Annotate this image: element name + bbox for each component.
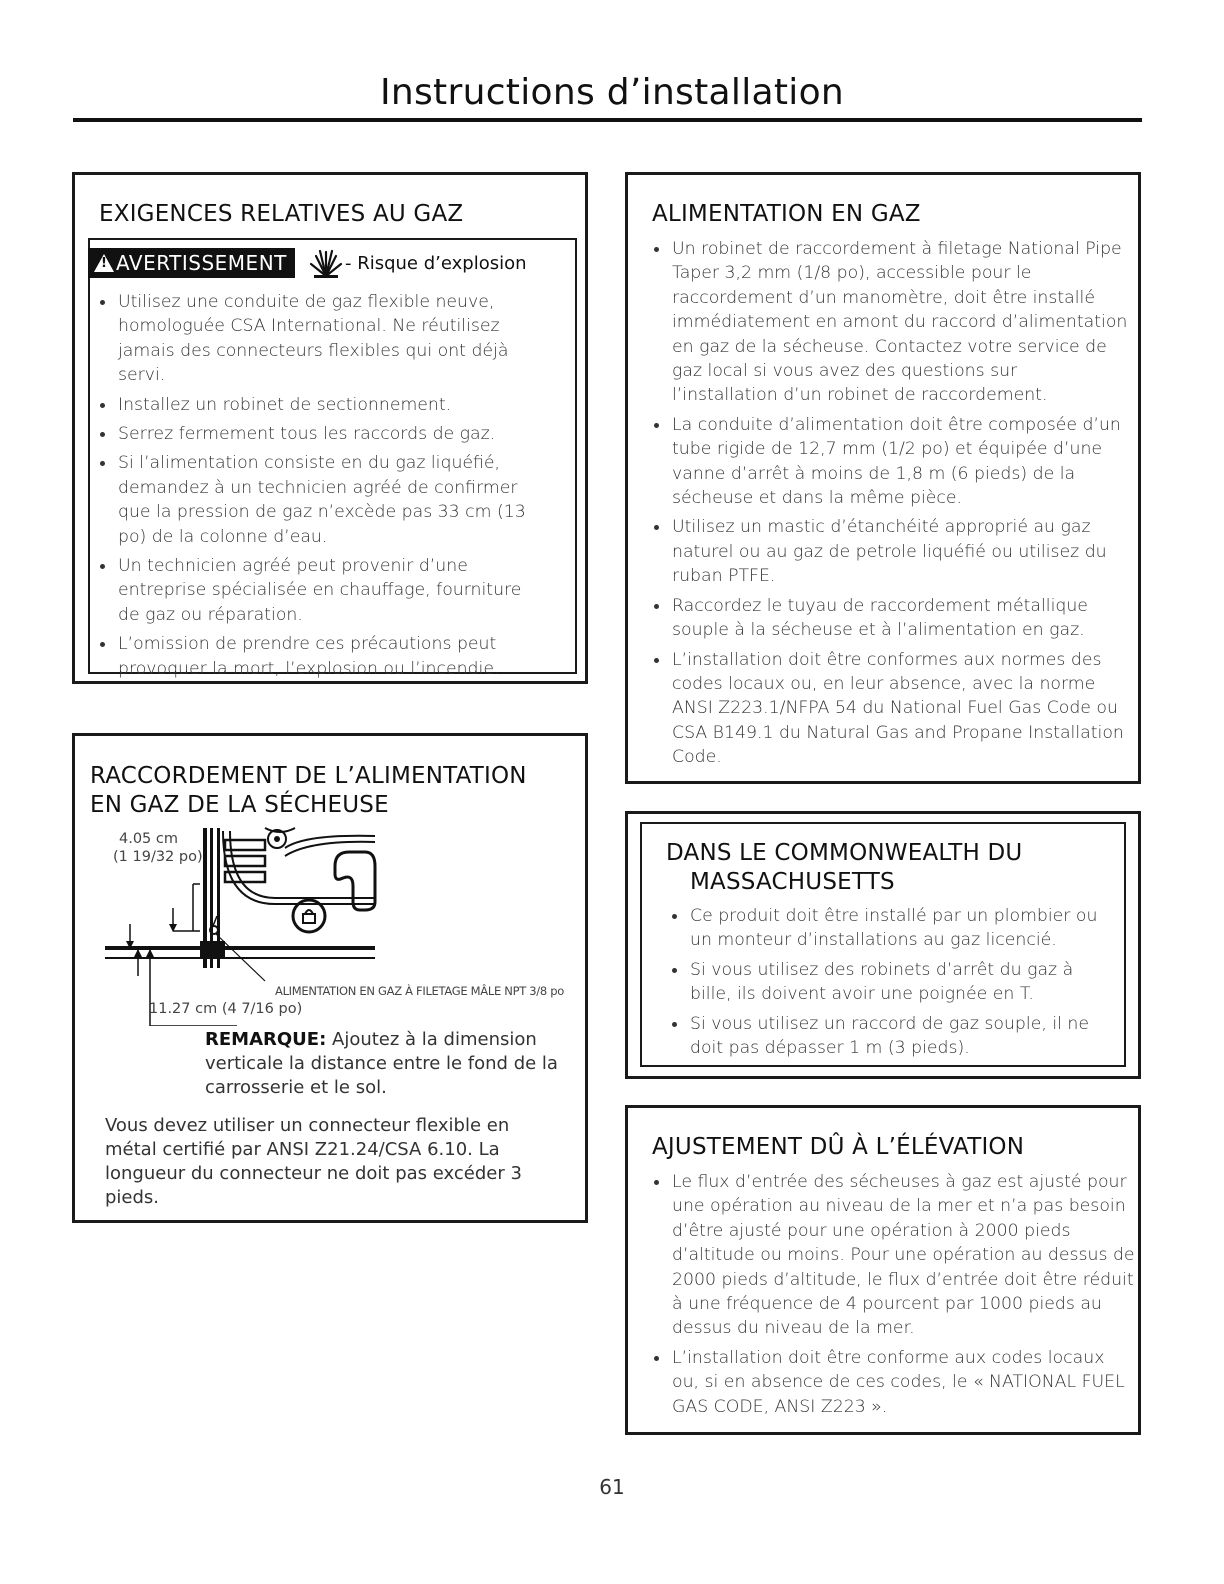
title-rule <box>73 118 1142 122</box>
list-item: Si vous utilisez des robinets d’arrêt du gaz à bille, ils doivent avoir une poignée en T. <box>668 958 1118 1007</box>
massachusetts-inner-panel <box>640 822 1126 1067</box>
gas-supply-box <box>625 172 1141 784</box>
elevation-box <box>625 1105 1141 1435</box>
dimension-top-label-2: (1 19/32 po) <box>113 849 203 865</box>
list-item: Un robinet de raccordement à filetage National Pipe Taper 3,2 mm (1/8 po), accessible pour le raccordement d’un manomètre, doit être installé immédiatement en amont du raccord d’alimentation en gaz de la sécheuse. Contactez votre service de gaz local si vous avez des questions sur l’installation d’un robinet de raccordement. <box>650 237 1128 408</box>
connection-heading-line1: RACCORDEMENT DE L’ALIMENTATION <box>90 763 527 789</box>
massachusetts-list <box>668 904 1118 1065</box>
list-item: L’installation doit être conformes aux normes des codes locaux ou, en leur absence, avec la norme ANSI Z223.1/NFPA 54 du National Fuel Gas Code ou CSA B149.1 du Natural Gas and Propane Installation Code. <box>650 648 1128 770</box>
dimension-top-label-1: 4.05 cm <box>119 831 178 847</box>
remark-label: REMARQUE: <box>205 1029 327 1050</box>
gas-fitting-label: ALIMENTATION EN GAZ À FILETAGE MÂLE NPT 3/8 po <box>275 984 564 998</box>
warning-triangle-icon <box>94 254 114 272</box>
warning-label: AVERTISSEMENT <box>116 251 287 275</box>
list-item: Utilisez une conduite de gaz flexible neuve, homologuée CSA International. Ne réutilisez jamais des connecteurs flexibles qui ont déjà servi. <box>96 290 546 388</box>
list-item: La conduite d’alimentation doit être composée d’un tube rigide de 12,7 mm (1/2 po) et équipée d’une vanne d’arrêt à moins de 1,8 m (6 pieds) de la sécheuse et dans la même pièce. <box>650 413 1128 511</box>
list-item: Installez un robinet de sectionnement. <box>96 393 546 417</box>
list-item: Le flux d’entrée des sécheuses à gaz est ajusté pour une opération au niveau de la mer et n’a pas besoin d’être ajusté pour une opération à 2000 pieds d’altitude ou moins. Pour une opération au dessus de 2000 pieds d’altitude, le flux d’entrée doit être réduit à une fréquence de 4 pourcent par 1000 pieds au dessus du niveau de la mer. <box>650 1170 1136 1341</box>
list-item: Utilisez un mastic d’étanchéité approprié au gaz naturel ou au gaz de petrole liquéfié ou utilisez du ruban PTFE. <box>650 515 1128 588</box>
dimension-bottom-label: 11.27 cm (4 7/16 po) <box>149 1001 303 1017</box>
warning-text: - Risque d’explosion <box>345 253 527 274</box>
massachusetts-heading-line2: MASSACHUSETTS <box>690 869 895 895</box>
list-item: Si l’alimentation consiste en du gaz liquéfié, demandez à un technicien agréé de confirmer que la pression de gaz n’excède pas 33 cm (13 po) de la colonne d’eau. <box>96 451 546 549</box>
page-title: Instructions d’installation <box>379 72 845 113</box>
connection-heading-line2: EN GAZ DE LA SÉCHEUSE <box>90 792 389 818</box>
list-item: Un technicien agréé peut provenir d’une entreprise spécialisée en chauffage, fourniture de gaz ou réparation. <box>96 554 546 627</box>
gas-requirements-box <box>72 172 588 684</box>
list-item: L’installation doit être conforme aux codes locaux ou, si en absence de ces codes, le « NATIONAL FUEL GAS CODE, ANSI Z223 ». <box>650 1346 1136 1419</box>
elevation-heading: AJUSTEMENT DÛ À L’ÉLÉVATION <box>652 1134 1025 1160</box>
massachusetts-heading-line1: DANS LE COMMONWEALTH DU <box>666 840 1023 866</box>
elevation-list <box>650 1170 1136 1424</box>
gas-requirements-heading: EXIGENCES RELATIVES AU GAZ <box>99 201 464 227</box>
explosion-icon <box>308 248 344 280</box>
connector-paragraph: Vous devez utiliser un connecteur flexible en métal certifié par ANSI Z21.24/CSA 6.10. La longueur du connecteur ne doit pas excéder 3 pieds. <box>105 1115 522 1208</box>
gas-supply-heading: ALIMENTATION EN GAZ <box>652 201 921 227</box>
gas-supply-list <box>650 237 1128 775</box>
page-number: 61 <box>599 1475 625 1499</box>
list-item: Si vous utilisez un raccord de gaz souple, il ne doit pas dépasser 1 m (3 pieds). <box>668 1012 1118 1061</box>
list-item: Serrez fermement tous les raccords de gaz. <box>96 422 546 446</box>
remark-text: Ajoutez à la dimension verticale la distance entre le fond de la carrosserie et le sol. <box>205 1029 558 1098</box>
massachusetts-box <box>625 811 1141 1079</box>
gas-requirements-list <box>96 290 546 686</box>
list-item: L’omission de prendre ces précautions peut provoquer la mort, l’explosion ou l’incendie. <box>96 632 546 681</box>
warning-panel <box>88 238 577 679</box>
list-item: Raccordez le tuyau de raccordement métallique souple à la sécheuse et à l’alimentation en gaz. <box>650 594 1128 643</box>
warning-badge <box>88 248 295 278</box>
remark-note <box>205 1028 565 1100</box>
list-item: Ce produit doit être installé par un plombier ou un monteur d’installations au gaz licencié. <box>668 904 1118 953</box>
connection-box <box>72 733 588 1223</box>
